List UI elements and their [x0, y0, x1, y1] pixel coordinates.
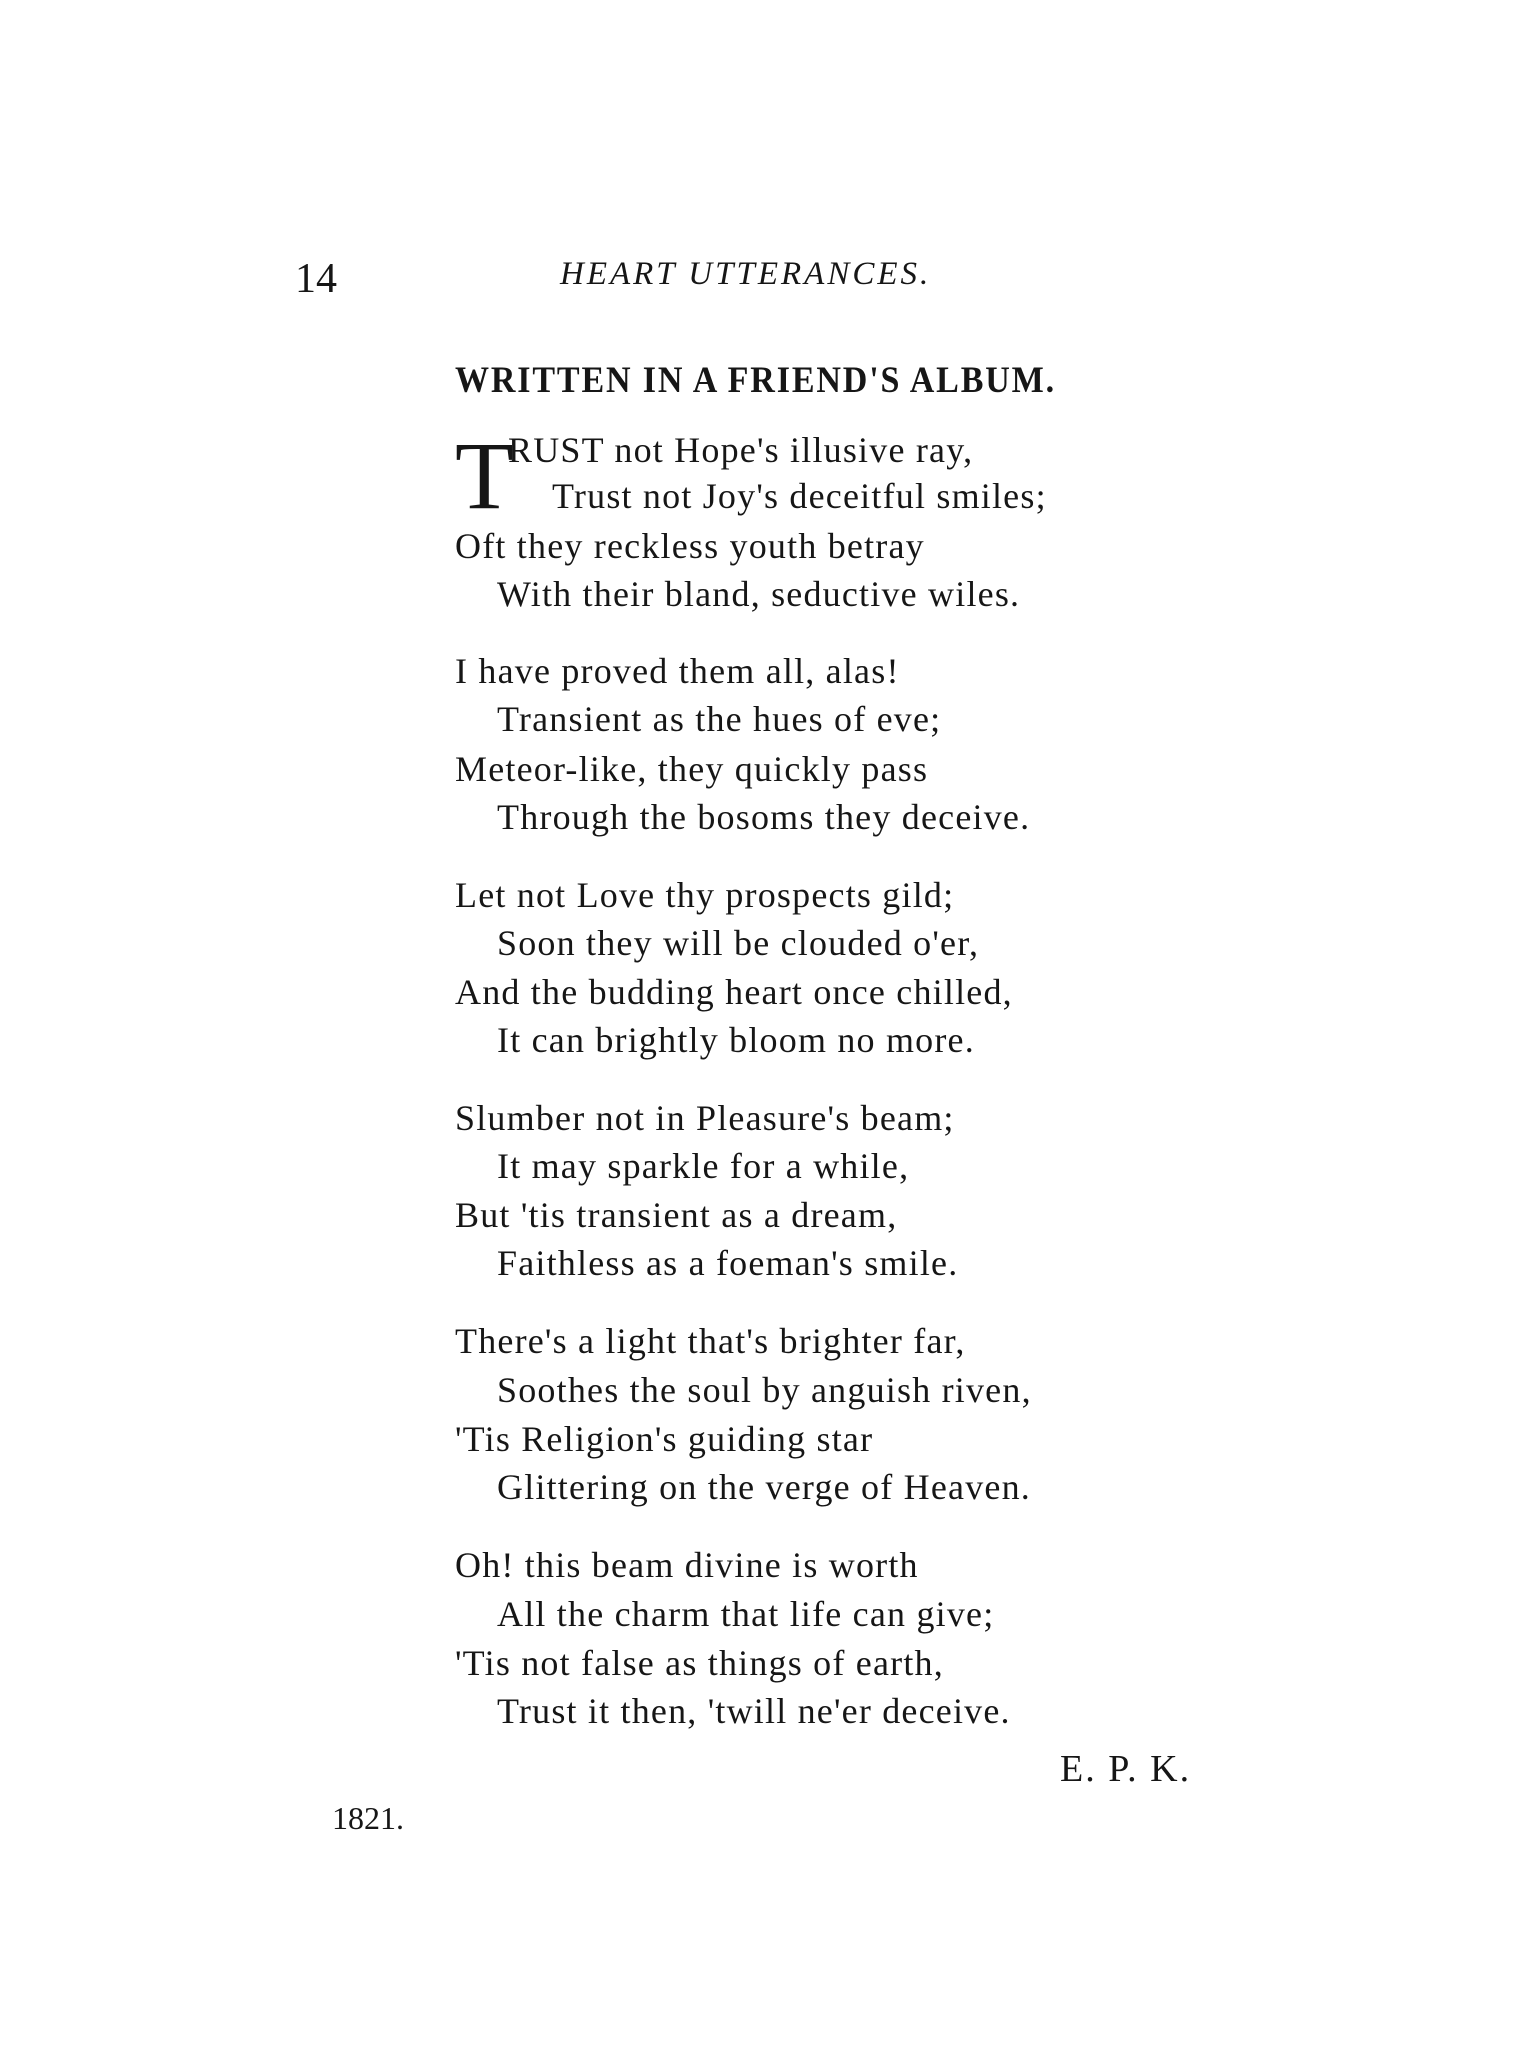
poem-title: WRITTEN IN A FRIEND'S ALBUM. [455, 360, 1057, 401]
poem-line: Oh! this beam divine is worth [455, 1545, 919, 1585]
poem-line: It can brightly bloom no more. [497, 1020, 975, 1060]
poem-line: Soon they will be clouded o'er, [497, 923, 980, 963]
poem-line: All the charm that life can give; [497, 1594, 995, 1634]
poem-line: Trust it then, 'twill ne'er deceive. [497, 1691, 1011, 1731]
poem-line: With their bland, seductive wiles. [497, 574, 1021, 614]
running-head: HEART UTTERANCES. [560, 256, 932, 292]
poem-line: Oft they reckless youth betray [455, 526, 925, 566]
poem-line: There's a light that's brighter far, [455, 1321, 966, 1361]
poem-line: RUST not Hope's illusive ray, [508, 430, 974, 470]
poem-line: Meteor-like, they quickly pass [455, 749, 929, 789]
drop-cap: T [455, 422, 514, 529]
poem-line: Faithless as a foeman's smile. [497, 1243, 959, 1283]
poem-line: Trust not Joy's deceitful smiles; [552, 476, 1047, 516]
poem-line: And the budding heart once chilled, [455, 972, 1013, 1012]
poem-line: 'Tis Religion's guiding star [455, 1419, 874, 1459]
date: 1821. [332, 1800, 404, 1836]
poem-line: Through the bosoms they deceive. [497, 797, 1031, 837]
poem-line: But 'tis transient as a dream, [455, 1195, 898, 1235]
poem-line: Slumber not in Pleasure's beam; [455, 1098, 955, 1138]
poem-line: 'Tis not false as things of earth, [455, 1643, 944, 1683]
poem-line: Soothes the soul by anguish riven, [497, 1370, 1032, 1410]
poem-line: Let not Love thy prospects gild; [455, 875, 955, 915]
poem-line: I have proved them all, alas! [455, 651, 900, 691]
poem-line: It may sparkle for a while, [497, 1146, 910, 1186]
poem-line: Transient as the hues of eve; [497, 699, 942, 739]
signature: E. P. K. [1060, 1748, 1192, 1790]
page-number: 14 [295, 256, 337, 302]
poem-line: Glittering on the verge of Heaven. [497, 1467, 1031, 1507]
